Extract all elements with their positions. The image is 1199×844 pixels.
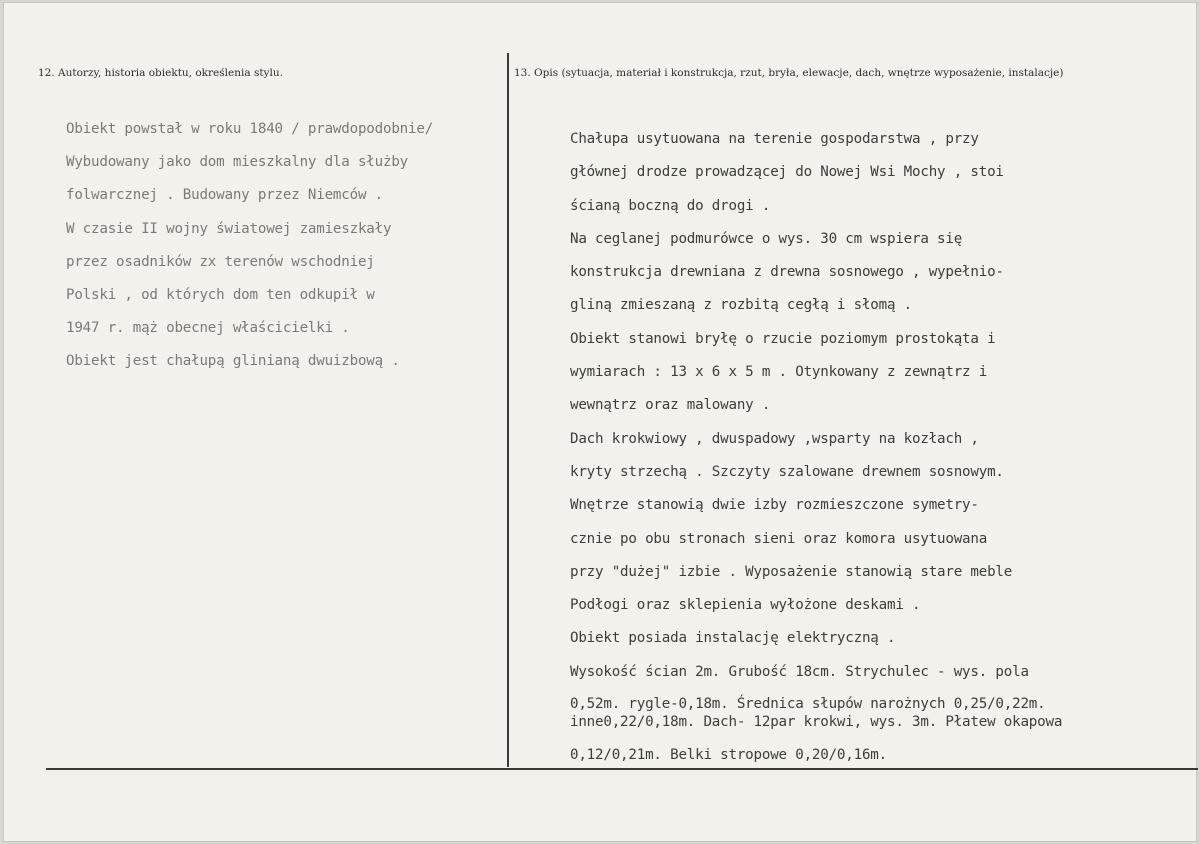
- section-13-header: 13. Opis (sytuacja, materiał i konstrukcja, rzut, bryła, elewacje, dach, wnętrze wyposażenie, instalacje): [514, 67, 1064, 79]
- description-line: przy "dużej" izbie . Wyposażenie stanowią stare meble: [570, 563, 1013, 580]
- history-line: 1947 r. mąż obecnej właścicielki .: [66, 320, 350, 337]
- description-line: Obiekt stanowi bryłę o rzucie poziomym prostokąta i: [570, 330, 996, 347]
- history-line: przez osadników zx terenów wschodniej: [66, 253, 375, 270]
- description-line: Dach krokwiowy , dwuspadowy ,wsparty na kozłach ,: [570, 430, 979, 447]
- history-line: Obiekt powstał w roku 1840 / prawdopodobnie/: [66, 121, 434, 137]
- history-line: Wybudowany jako dom mieszkalny dla służby: [66, 154, 409, 171]
- description-line: konstrukcja drewniana z drewna sosnowego , wypełnio-: [570, 264, 1004, 281]
- description-line: ścianą boczną do drogi .: [570, 197, 771, 214]
- history-line: Obiekt jest chałupą glinianą dwuizbową .: [66, 353, 400, 370]
- description-line: wewnątrz oraz malowany .: [570, 397, 771, 414]
- description-line: Obiekt posiada instalację elektryczną .: [570, 630, 896, 647]
- description-line: Chałupa usytuowana na terenie gospodarstwa , przy: [570, 131, 979, 147]
- history-line: Polski , od których dom ten odkupił w: [66, 287, 375, 304]
- description-text-column: [570, 123, 1195, 772]
- history-text-column: [66, 113, 536, 379]
- description-line: Na ceglanej podmurówce o wys. 30 cm wspiera się: [570, 230, 963, 247]
- description-line: gliną zmieszaną z rozbitą cegłą i słomą .: [570, 297, 913, 314]
- history-line: folwarcznej . Budowany przez Niemców .: [66, 187, 383, 204]
- document-card: [3, 2, 1197, 842]
- description-line: 0,52m. rygle-0,18m. Średnica słupów narożnych 0,25/0,22m.: [570, 696, 1046, 713]
- description-line: Wnętrze stanowią dwie izby rozmieszczone symetry-: [570, 497, 979, 514]
- description-line: Wysokość ścian 2m. Grubość 18cm. Strychulec - wys. pola: [570, 663, 1029, 680]
- section-12-header: 12. Autorzy, historia obiektu, określenia stylu.: [38, 67, 283, 79]
- description-line: 0,12/0,21m. Belki stropowe 0,20/0,16m.: [570, 747, 887, 764]
- description-line: inne0,22/0,18m. Dach- 12par krokwi, wys. 3m. Płatew okapowa: [570, 714, 1063, 731]
- description-line: Podłogi oraz sklepienia wyłożone deskami .: [570, 597, 921, 614]
- description-line: wymiarach : 13 x 6 x 5 m . Otynkowany z zewnątrz i: [570, 364, 988, 381]
- description-line: głównej drodze prowadzącej do Nowej Wsi Mochy , stoi: [570, 164, 1004, 181]
- history-line: W czasie II wojny światowej zamieszkały: [66, 220, 392, 237]
- description-line: cznie po obu stronach sieni oraz komora usytuowana: [570, 530, 988, 547]
- description-line: kryty strzechą . Szczyty szalowane drewnem sosnowym.: [570, 463, 1004, 480]
